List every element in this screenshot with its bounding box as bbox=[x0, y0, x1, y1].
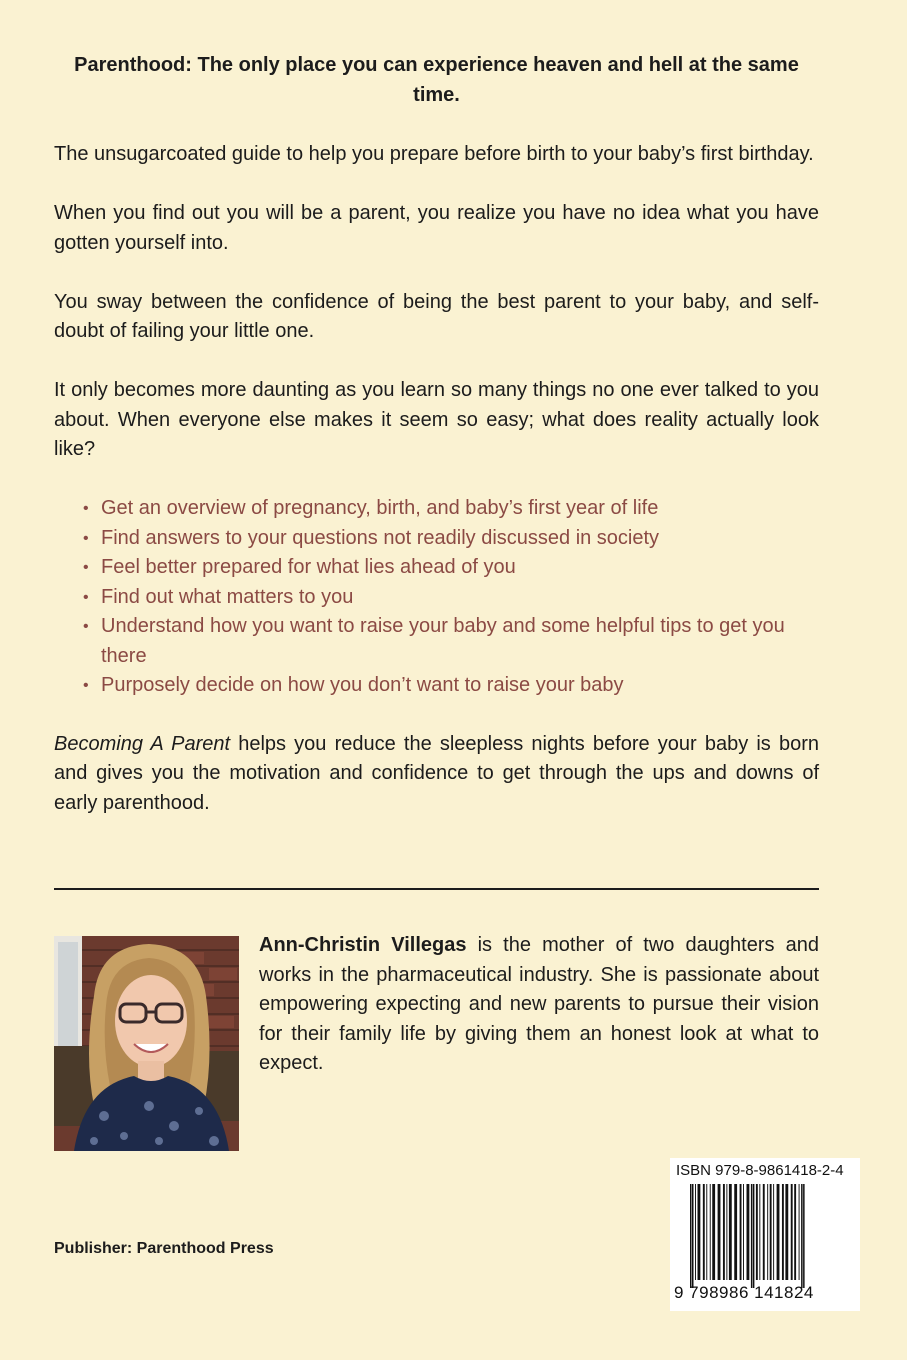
barcode-bar bbox=[726, 1184, 727, 1280]
barcode-bar bbox=[770, 1184, 772, 1280]
list-item: • Find out what matters to you bbox=[54, 583, 819, 613]
list-item: • Understand how you want to raise your baby and some helpful tips to get you there bbox=[54, 612, 819, 671]
barcode-bar bbox=[712, 1184, 715, 1280]
barcode-bar bbox=[767, 1184, 768, 1280]
barcode-bar bbox=[753, 1184, 755, 1288]
barcode-bar bbox=[782, 1184, 784, 1280]
section-divider bbox=[54, 888, 819, 890]
barcode-bar bbox=[759, 1184, 760, 1280]
barcode-bar bbox=[706, 1184, 707, 1280]
book-title: Becoming A Parent bbox=[54, 732, 231, 755]
barcode-bar bbox=[751, 1184, 753, 1288]
barcode-bar bbox=[729, 1184, 732, 1280]
tagline: Parenthood: The only place you can experience heaven and hell at the same time. bbox=[74, 54, 799, 106]
barcode-bar bbox=[756, 1184, 758, 1280]
isbn-barcode bbox=[670, 1158, 860, 1311]
barcode-bar bbox=[803, 1184, 805, 1288]
list-item: • Find answers to your questions not readily discussed in society bbox=[54, 524, 819, 554]
barcode-bar bbox=[723, 1184, 725, 1280]
barcode-bar bbox=[777, 1184, 780, 1280]
barcode-bar bbox=[690, 1184, 692, 1288]
barcode-bar bbox=[743, 1184, 744, 1280]
closing-paragraph: Becoming A Parent helps you reduce the sleepless nights before your baby is born and gives you the motivation and confidence to get through the ups and downs of early parenthood. bbox=[54, 732, 819, 814]
barcode-bar bbox=[698, 1184, 701, 1280]
barcode-bar bbox=[791, 1184, 793, 1280]
bullet-icon: • bbox=[83, 677, 89, 694]
list-item: • Get an overview of pregnancy, birth, and baby’s first year of life bbox=[54, 494, 819, 524]
bullet-icon: • bbox=[83, 618, 89, 635]
author-bio: Ann-Christin Villegas is the mother of two daughters and works in the pharmaceutical industry. She is passionate about empowering expecting and new parents to pursue their vision for their family life by giving them an honest look at what to expect. bbox=[259, 934, 820, 1074]
bullet-icon: • bbox=[83, 588, 89, 606]
barcode-bar bbox=[718, 1184, 721, 1280]
barcode-bar bbox=[710, 1184, 711, 1280]
isbn-digits: 9 798986 141824 bbox=[674, 1283, 814, 1302]
paragraph-confidence-doubt: You sway between the confidence of being the best parent to your baby, and self-doubt of failing your little one. bbox=[54, 290, 819, 342]
bullet-icon: • bbox=[83, 529, 89, 547]
list-item: • Purposely decide on how you don’t want to raise your baby bbox=[54, 671, 819, 701]
bullet-icon: • bbox=[83, 500, 89, 517]
barcode-bar bbox=[773, 1184, 774, 1280]
benefits-list bbox=[54, 494, 819, 701]
barcode-bar bbox=[794, 1184, 796, 1280]
back-cover-content bbox=[54, 50, 819, 848]
barcode-bar bbox=[801, 1184, 803, 1288]
barcode-bar bbox=[799, 1184, 800, 1280]
barcode-bar bbox=[695, 1184, 696, 1280]
paragraph-parent-realization: When you find out you will be a parent, you realize you have no idea what you have gotten yourself into. bbox=[54, 202, 819, 254]
barcode-bar bbox=[747, 1184, 750, 1280]
barcode-bar bbox=[740, 1184, 742, 1280]
bullet-icon: • bbox=[83, 559, 89, 576]
barcode-bar bbox=[785, 1184, 788, 1280]
intro-paragraph: The unsugarcoated guide to help you prepare before birth to your baby’s first birthday. bbox=[54, 143, 814, 165]
barcode-bar bbox=[734, 1184, 737, 1280]
isbn-label: ISBN 979-8-9861418-2-4 bbox=[676, 1162, 844, 1179]
list-item: • Feel better prepared for what lies ahead of you bbox=[54, 553, 819, 583]
barcode-bar bbox=[703, 1184, 705, 1280]
barcode-bar bbox=[692, 1184, 694, 1288]
paragraph-daunting: It only becomes more daunting as you learn so many things no one ever talked to you about. When everyone else makes it seem so easy; what does reality actually look like? bbox=[54, 379, 819, 460]
author-photo bbox=[54, 936, 239, 1151]
publisher-line: Publisher: Parenthood Press bbox=[54, 1240, 274, 1257]
barcode-bar bbox=[763, 1184, 765, 1280]
author-name: Ann-Christin Villegas bbox=[259, 934, 467, 956]
